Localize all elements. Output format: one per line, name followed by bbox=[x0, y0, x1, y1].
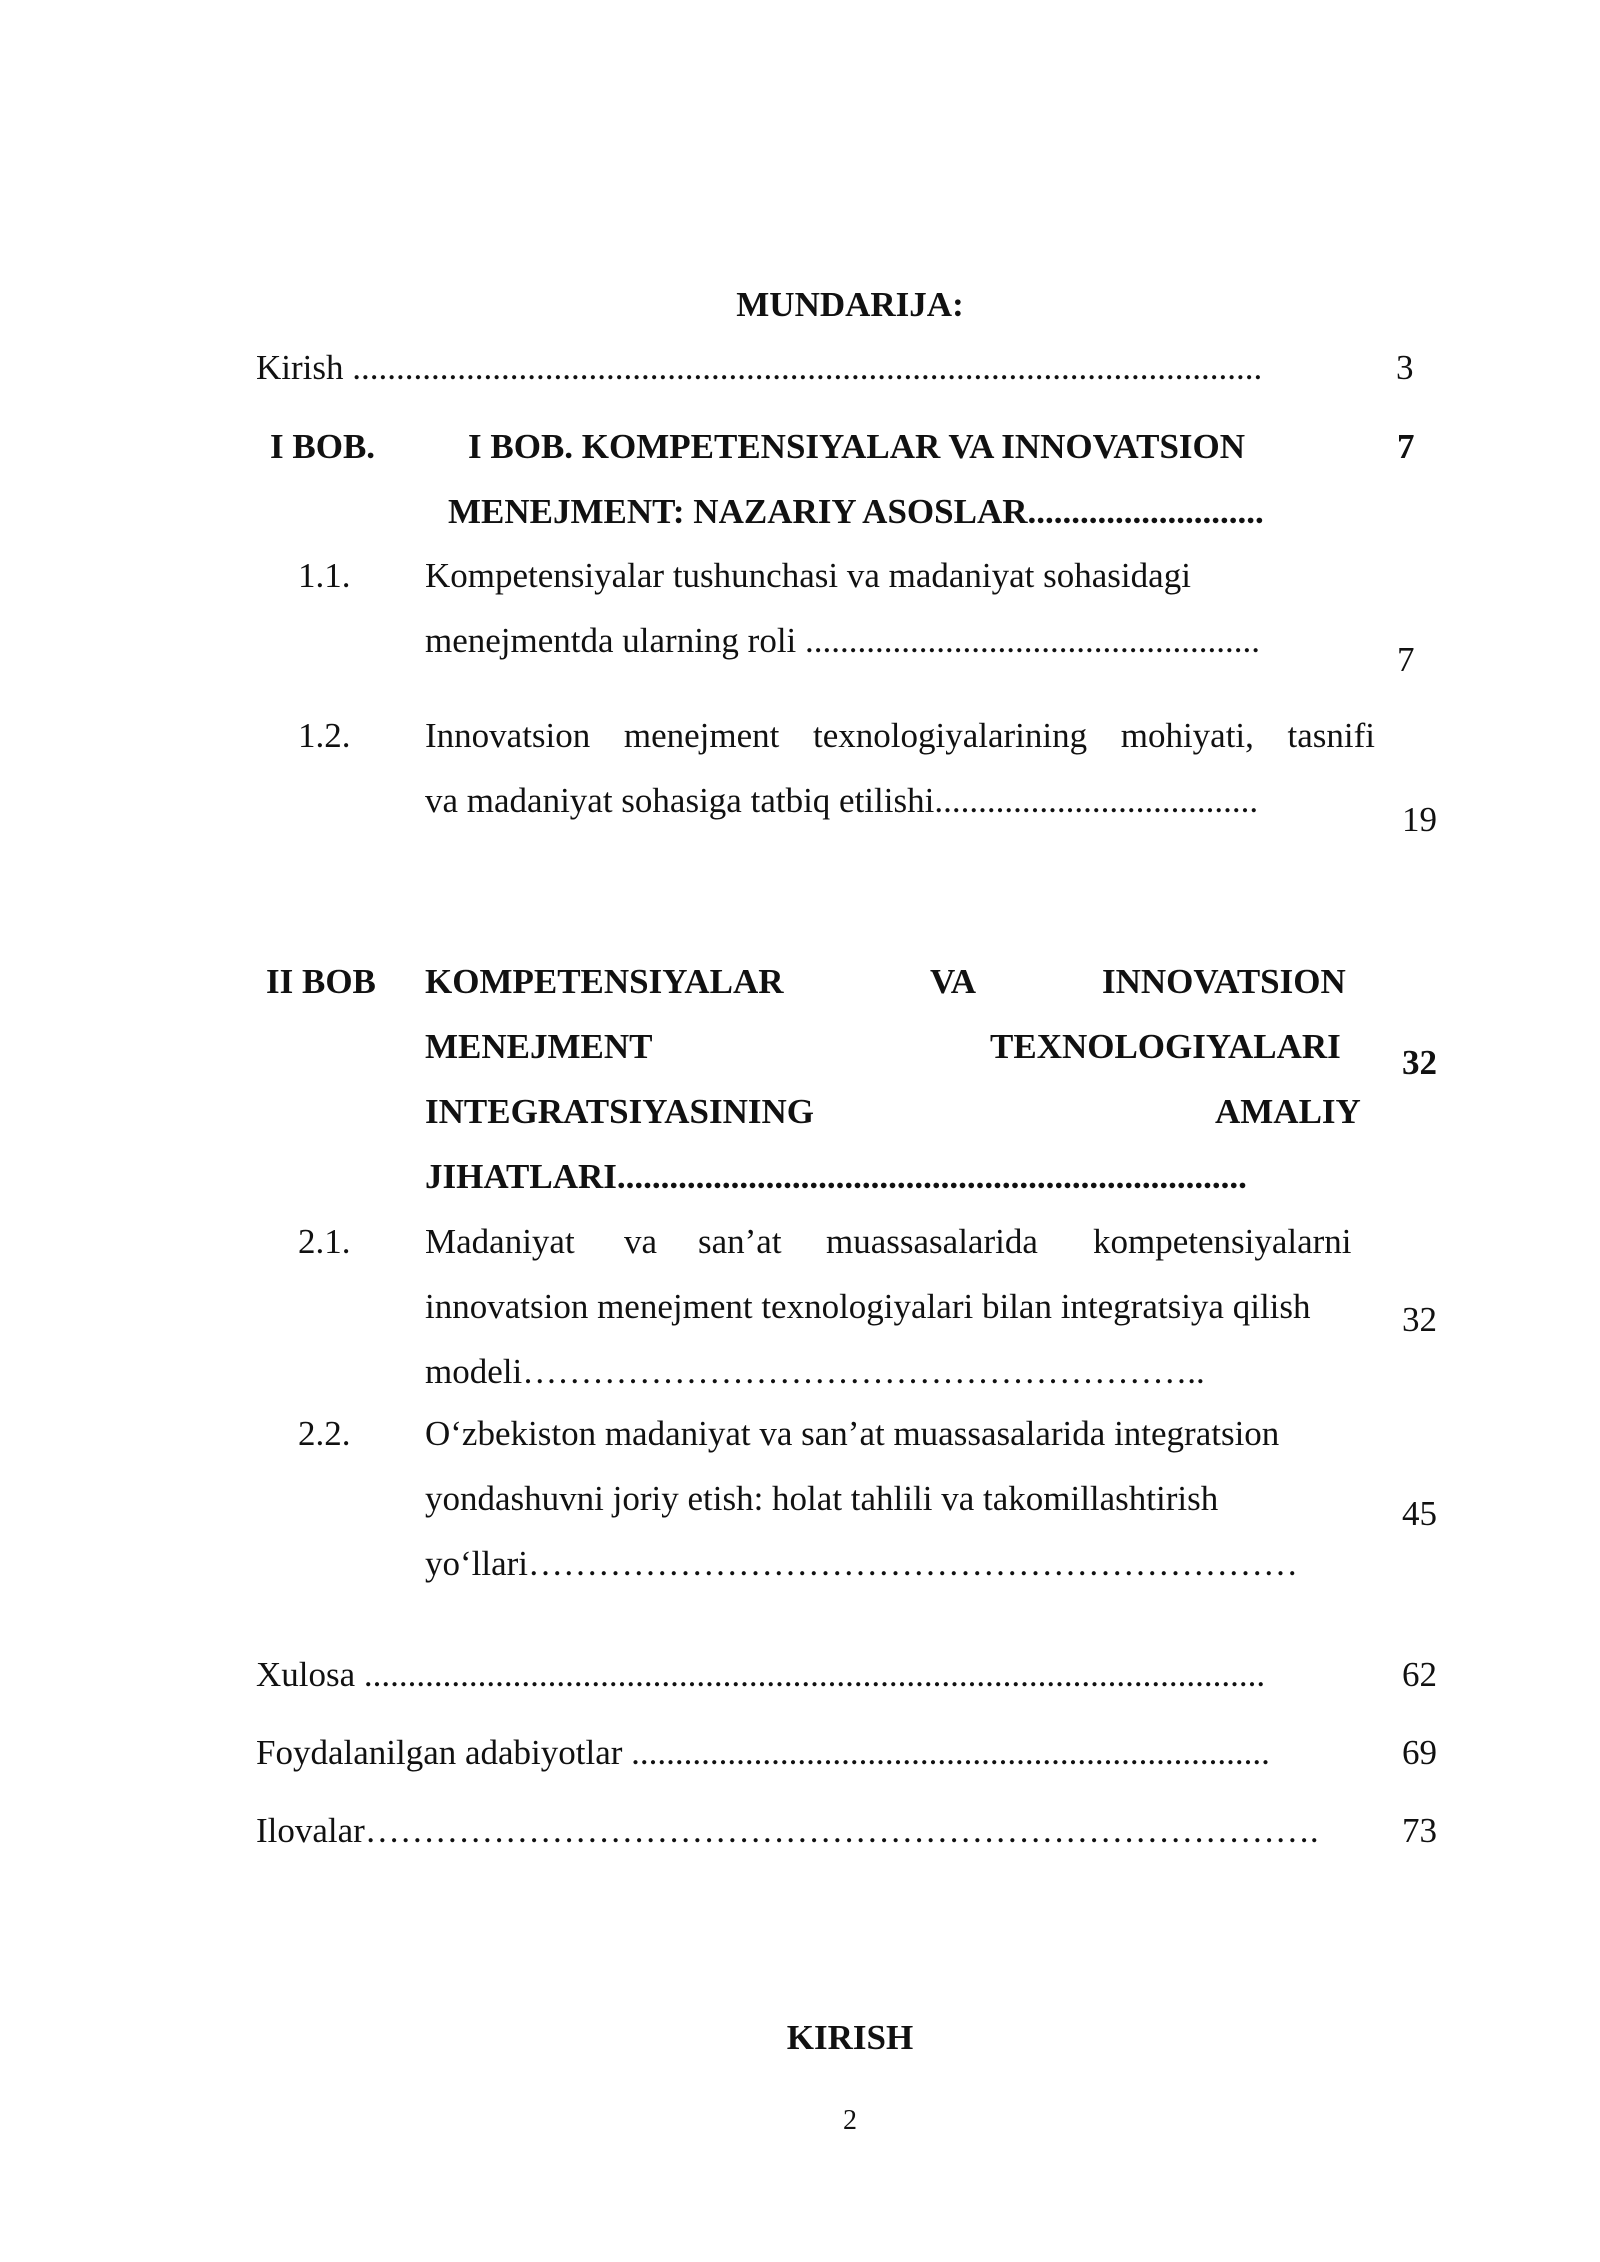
toc-entry-xulosa[interactable]: Xulosa ....................................................................................................... bbox=[256, 1655, 1266, 1694]
chapter-2-line-4[interactable]: JIHATLARI........................................................................ bbox=[425, 1157, 1247, 1196]
chapter-2-line-1-word-3[interactable]: INNOVATSION bbox=[1102, 962, 1346, 1001]
chapter-1-title-line-1[interactable]: I BOB. KOMPETENSIYALAR VA INNOVATSION bbox=[468, 427, 1246, 466]
section-1-2-number: 1.2. bbox=[298, 716, 351, 755]
toc-title: MUNDARIJA: bbox=[736, 285, 964, 324]
toc-entry-ilovalar[interactable]: Ilovalar………………………………………………………………………. bbox=[256, 1811, 1319, 1850]
section-2-1-line-3[interactable]: modeli………………………………………………….. bbox=[425, 1352, 1205, 1391]
chapter-2-line-1-word-1[interactable]: KOMPETENSIYALAR bbox=[425, 962, 784, 1001]
toc-page-section-2-1: 32 bbox=[1402, 1300, 1437, 1339]
toc-entry-adabiyotlar[interactable]: Foydalanilgan adabiyotlar ......................................................................... bbox=[256, 1733, 1270, 1772]
chapter-2-line-1-word-2[interactable]: VA bbox=[930, 962, 977, 1001]
section-2-1-line-1-word-1[interactable]: Madaniyat bbox=[425, 1222, 575, 1261]
section-2-2-number: 2.2. bbox=[298, 1414, 351, 1453]
toc-page-section-1-2: 19 bbox=[1402, 800, 1437, 839]
section-1-1-number: 1.1. bbox=[298, 556, 351, 595]
toc-page-ilovalar: 73 bbox=[1402, 1811, 1437, 1850]
toc-page-chapter-1: 7 bbox=[1397, 427, 1415, 466]
chapter-2-number: II BOB bbox=[266, 962, 376, 1001]
section-2-2-line-3[interactable]: yo‘llari………………………………………………………… bbox=[425, 1544, 1299, 1583]
toc-page-section-2-2: 45 bbox=[1402, 1494, 1437, 1533]
toc-page-adabiyotlar: 69 bbox=[1402, 1733, 1437, 1772]
chapter-2-line-3-word-2[interactable]: AMALIY bbox=[1215, 1092, 1361, 1131]
section-1-1-line-2[interactable]: menejmentda ularning roli .................................................... bbox=[425, 621, 1261, 660]
page-number: 2 bbox=[843, 2105, 857, 2136]
chapter-2-line-3-word-1[interactable]: INTEGRATSIYASINING bbox=[425, 1092, 815, 1131]
kirish-heading: KIRISH bbox=[786, 2018, 914, 2057]
chapter-2-line-2-word-2[interactable]: TEXNOLOGIYALARI bbox=[990, 1027, 1341, 1066]
section-1-1-line-1[interactable]: Kompetensiyalar tushunchasi va madaniyat sohasidagi bbox=[425, 556, 1191, 595]
toc-page-section-1-1: 7 bbox=[1397, 640, 1415, 679]
section-2-2-line-2[interactable]: yondashuvni joriy etish: holat tahlili va takomillashtirish bbox=[425, 1479, 1219, 1518]
section-2-1-number: 2.1. bbox=[298, 1222, 351, 1261]
section-1-2-line-1[interactable]: Innovatsion menejment texnologiyalarining mohiyati, tasnifi bbox=[425, 716, 1375, 755]
section-2-1-line-1-word-3[interactable]: san’at bbox=[698, 1222, 782, 1261]
section-2-2-line-1[interactable]: O‘zbekiston madaniyat va san’at muassasalarida integratsion bbox=[425, 1414, 1280, 1453]
section-2-1-line-1-word-5[interactable]: kompetensiyalarni bbox=[1093, 1222, 1352, 1261]
chapter-1-number: I BOB. bbox=[270, 427, 376, 466]
section-1-2-line-2[interactable]: va madaniyat sohasiga tatbiq etilishi..................................... bbox=[425, 781, 1259, 820]
section-2-1-line-2[interactable]: innovatsion menejment texnologiyalari bilan integratsiya qilish bbox=[425, 1287, 1311, 1326]
toc-page-kirish: 3 bbox=[1396, 348, 1414, 387]
chapter-1-title-line-2[interactable]: MENEJMENT: NAZARIY ASOSLAR........................... bbox=[448, 492, 1264, 531]
toc-page-xulosa: 62 bbox=[1402, 1655, 1437, 1694]
section-2-1-line-1-word-4[interactable]: muassasalarida bbox=[826, 1222, 1038, 1261]
toc-entry-kirish[interactable]: Kirish ........................................................................................................ bbox=[256, 348, 1263, 387]
toc-page-chapter-2: 32 bbox=[1402, 1043, 1437, 1082]
section-2-1-line-1-word-2[interactable]: va bbox=[624, 1222, 658, 1261]
chapter-2-line-2-word-1[interactable]: MENEJMENT bbox=[425, 1027, 653, 1066]
